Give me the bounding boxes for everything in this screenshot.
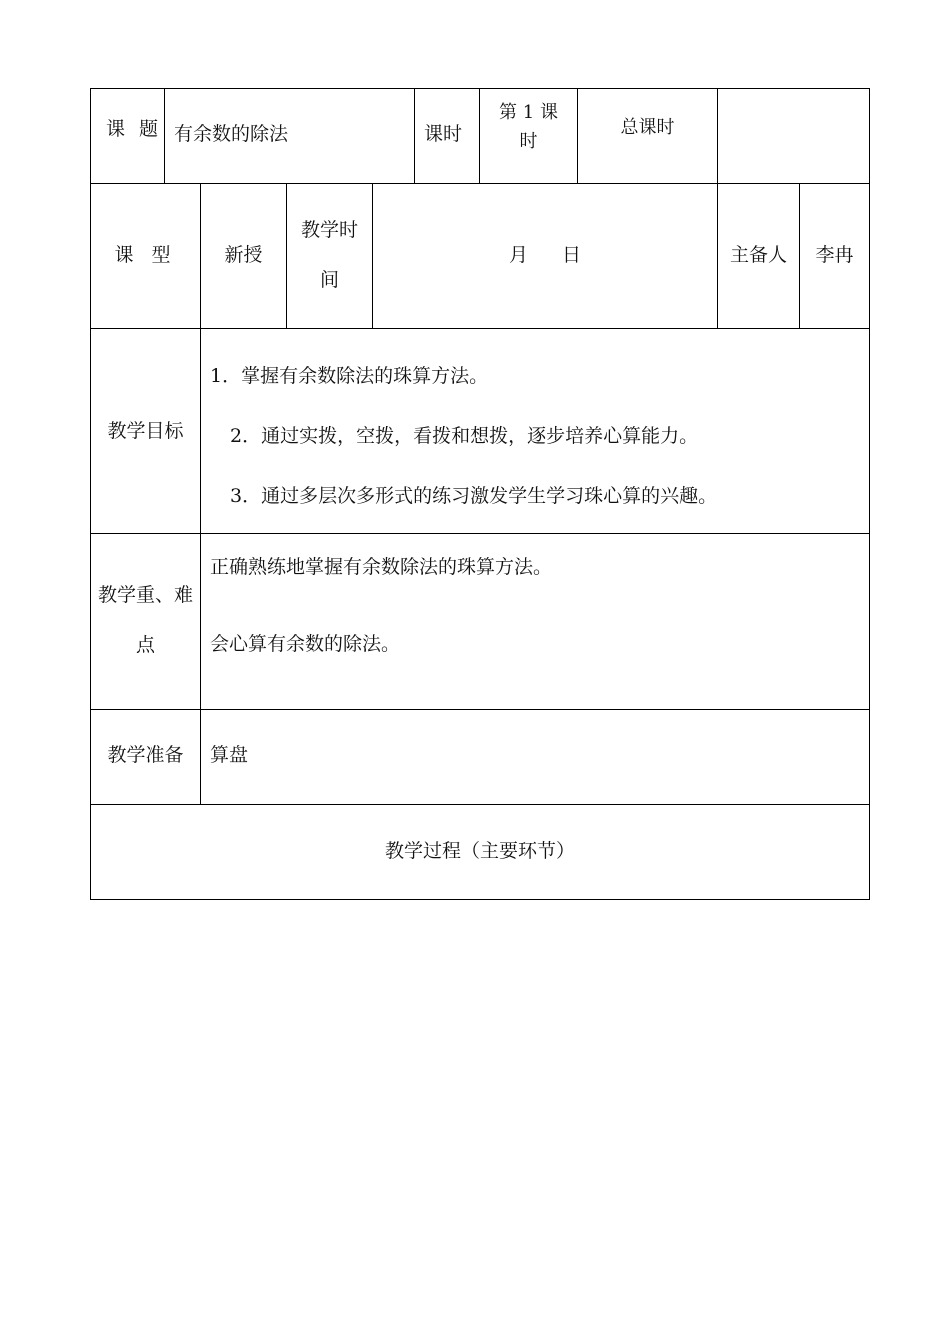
table-border-left: [90, 88, 91, 900]
row1-divider: [164, 88, 165, 183]
key-points-label-line1: 教学重、难: [97, 584, 193, 606]
topic-label: 课 题: [106, 118, 163, 140]
row2-divider: [286, 183, 287, 328]
type-label: 课 型: [114, 244, 177, 266]
lesson-label: 课时: [424, 123, 463, 145]
row2-divider: [372, 183, 373, 328]
lesson-number-line2: 时: [519, 131, 538, 152]
preparer-value: 李冉: [815, 244, 854, 266]
row-divider-3: [90, 533, 870, 534]
row-divider-1: [90, 183, 870, 184]
time-label-line1: 教学时: [300, 219, 358, 241]
row-divider-2: [90, 328, 870, 329]
topic-value: 有余数的除法: [174, 123, 289, 145]
time-label-line2: 间: [319, 269, 339, 291]
row-divider-4: [90, 709, 870, 710]
preparer-label: 主备人: [729, 244, 787, 266]
process-title: 教学过程（主要环节）: [384, 840, 575, 862]
row1-divider: [414, 88, 415, 183]
preparation-label: 教学准备: [107, 744, 184, 766]
type-value: 新授: [224, 244, 263, 266]
total-lessons-label: 总课时: [620, 117, 675, 138]
date-month: 月: [509, 244, 529, 266]
key-points-label-line2: 点: [135, 634, 155, 656]
table-border-bottom: [90, 899, 870, 900]
goal-item: 2．通过实拨，空拨，看拨和想拨，逐步培养心算能力。: [230, 425, 699, 447]
lesson-number-line1: 第 1 课: [499, 102, 558, 123]
label-column-divider: [200, 328, 201, 804]
row-divider-5: [90, 804, 870, 805]
key-point-item: 正确熟练地掌握有余数除法的珠算方法。: [210, 556, 553, 578]
row1-divider: [717, 88, 718, 183]
table-border-right: [869, 88, 870, 900]
date-day: 日: [562, 244, 582, 266]
goals-label: 教学目标: [107, 420, 184, 442]
table-border-top: [90, 88, 870, 89]
key-point-item: 会心算有余数的除法。: [210, 633, 401, 655]
goal-item: 3．通过多层次多形式的练习激发学生学习珠心算的兴趣。: [230, 485, 718, 507]
goal-item: 1．掌握有余数除法的珠算方法。: [210, 365, 489, 387]
preparation-value: 算盘: [210, 744, 249, 766]
